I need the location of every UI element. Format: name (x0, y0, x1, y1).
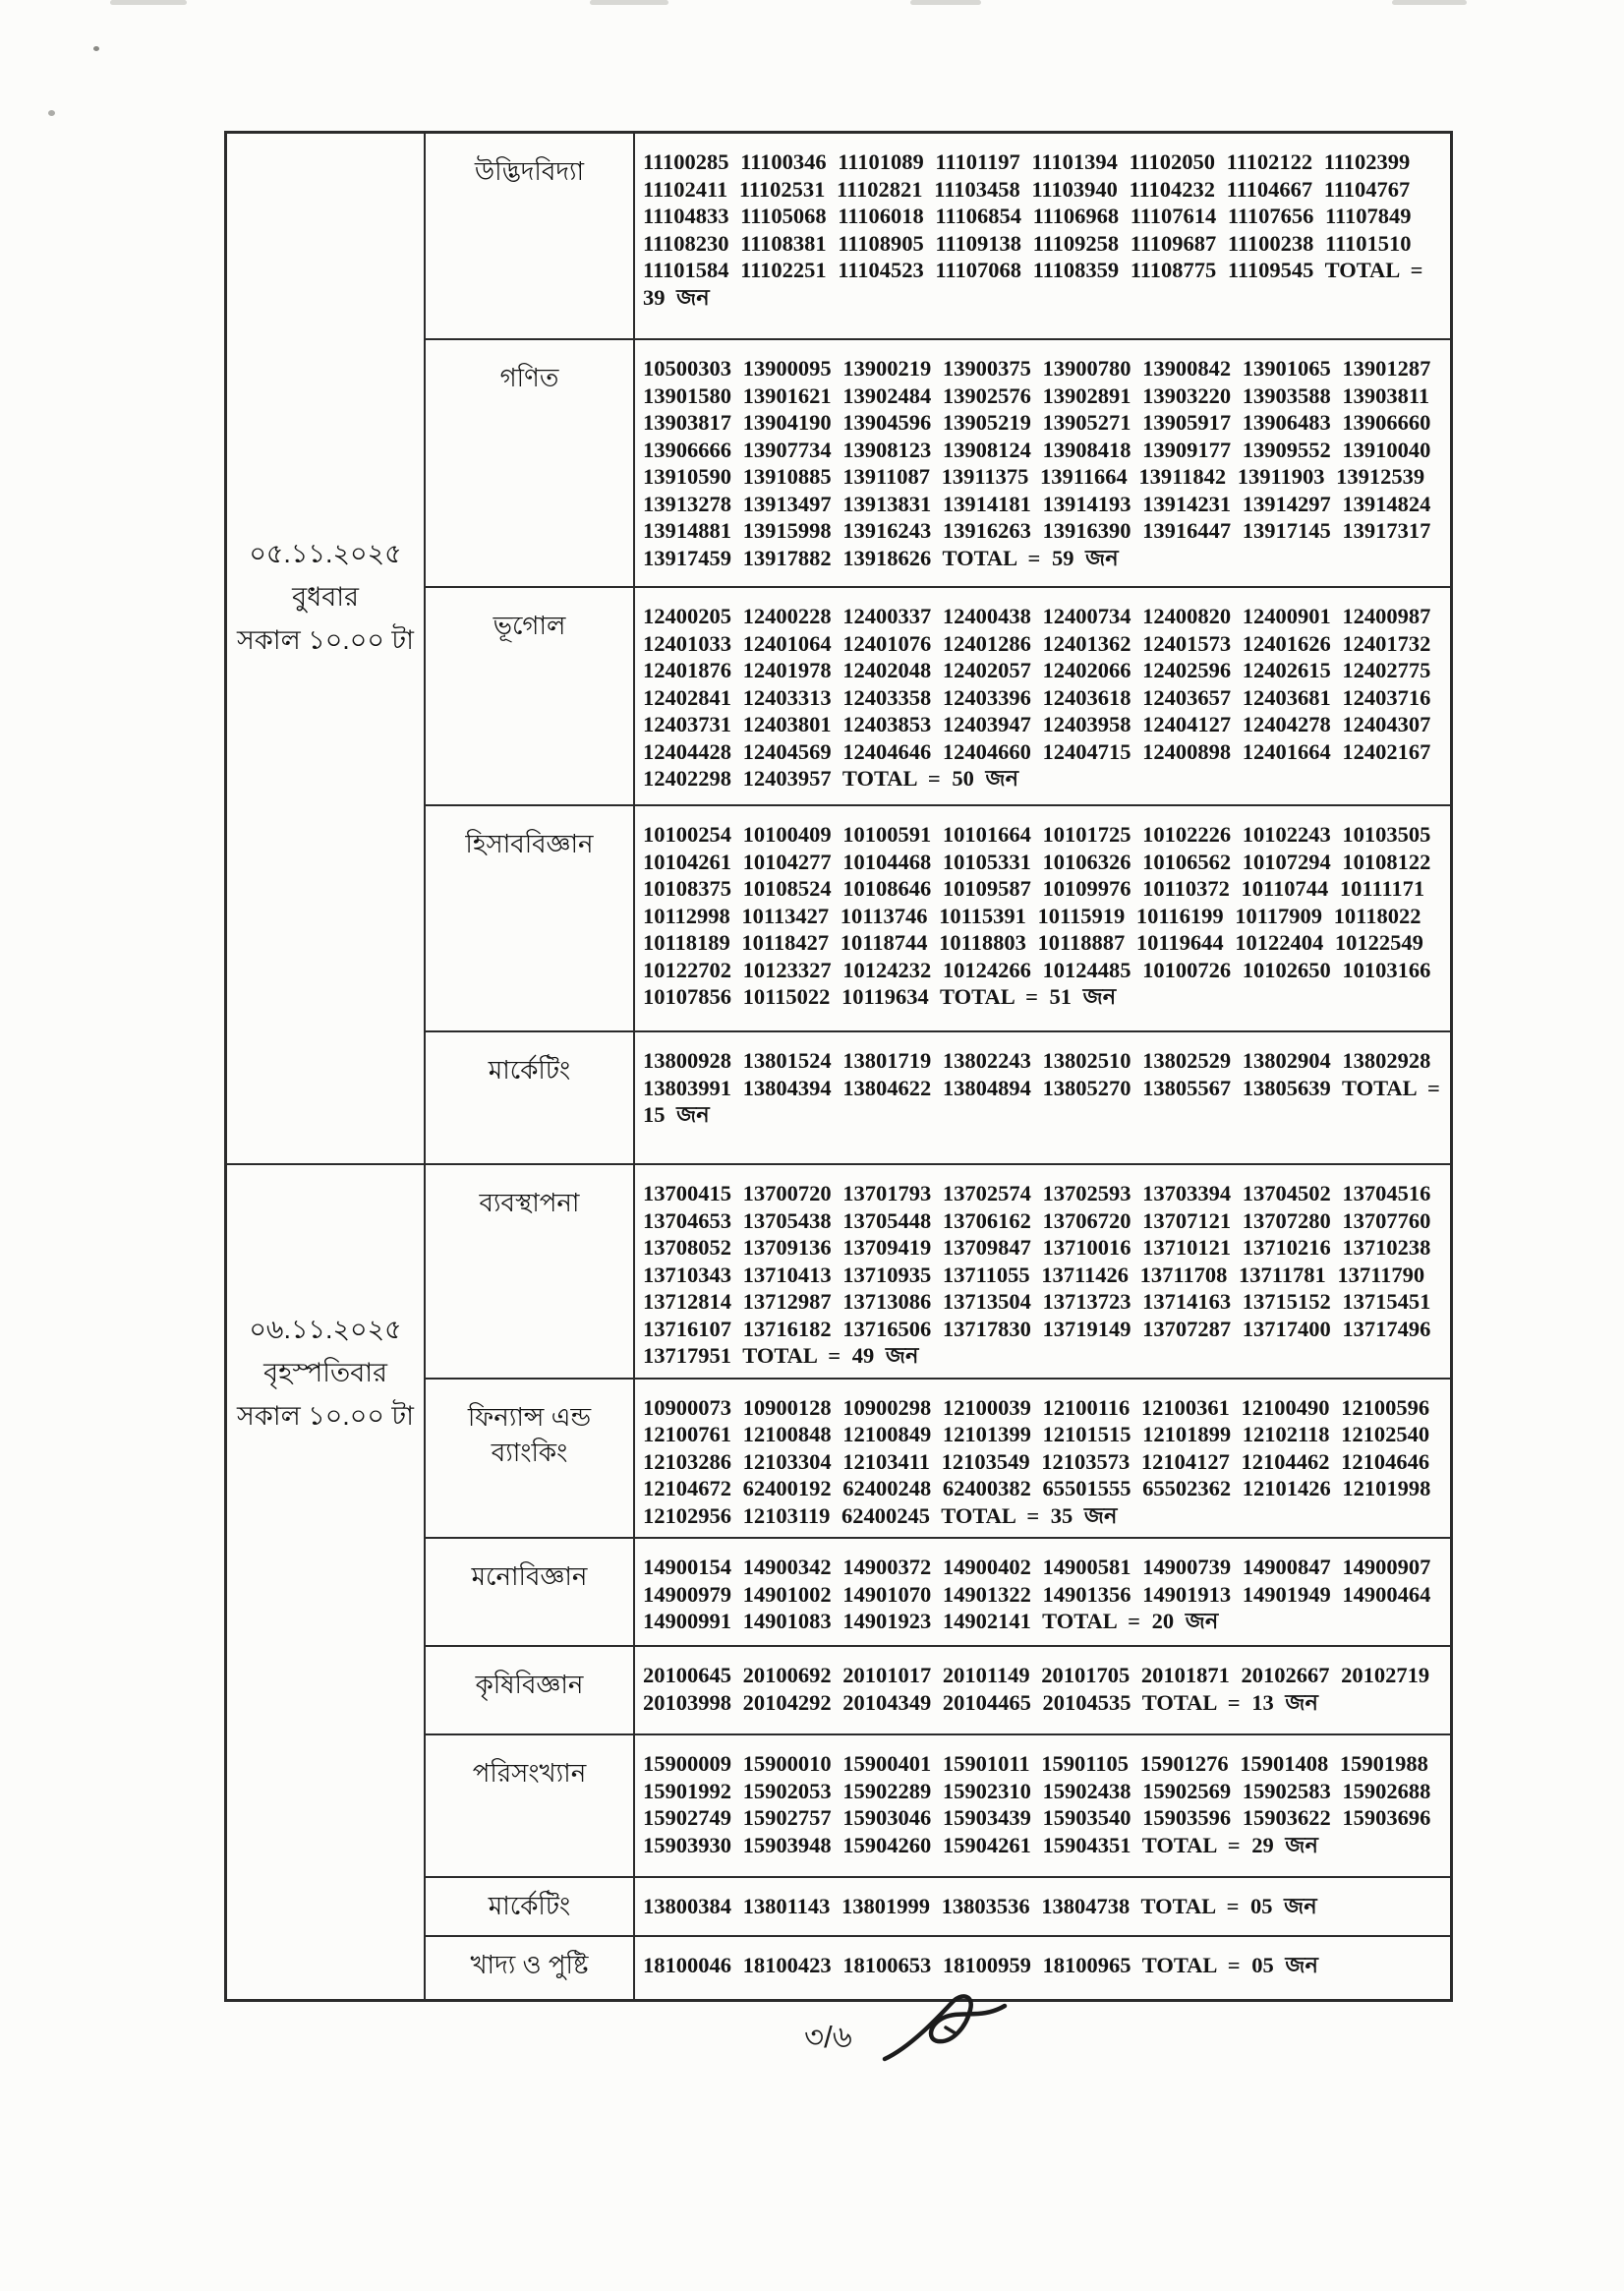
scan-artifact (48, 110, 55, 116)
total-value: 39 জন (643, 284, 710, 310)
table-row (426, 588, 1450, 806)
subject-label: মার্কেটিং (488, 1891, 571, 1920)
exam-date: ০৫.১১.২০২৫ (249, 539, 402, 568)
subject-label: গণিত (499, 363, 559, 392)
roll-numbers-cell (635, 1380, 1450, 1538)
exam-time: সকাল ১০.০০ টা (237, 625, 414, 655)
roll-numbers: 18100046 18100423 18100653 18100959 18100965 (643, 1953, 1131, 1977)
roll-numbers-cell (635, 1539, 1450, 1645)
table-row (426, 806, 1450, 1032)
subject-label: কৃষিবিজ্ঞান (475, 1670, 584, 1699)
signature (877, 1984, 1024, 2083)
exam-schedule-table (224, 131, 1453, 2002)
total-label: TOTAL = (940, 984, 1038, 1009)
table-row (426, 1878, 1450, 1937)
table-row (426, 1539, 1450, 1647)
subject-cell (426, 588, 635, 804)
scan-artifact (1392, 0, 1467, 5)
subject-label: ভূগোল (493, 611, 566, 640)
roll-numbers-cell (635, 1032, 1450, 1163)
subject-label: ব্যবস্থাপনা (479, 1188, 580, 1217)
total-value: 05 জন (1251, 1953, 1318, 1977)
roll-numbers: 15900009 15900010 15900401 15901011 15901105 15901276 15901408 15901988 15901992 15902053 15902289 15902310 15902438 15902569 15902583 15902688 15902749 15902757 15903046 15903439 15903540 15903596 15903622 15903696 15903930 15903948 15904260 15904261 15904351 (643, 1751, 1431, 1857)
roll-numbers-cell (635, 588, 1450, 804)
total-label: TOTAL = (1141, 1689, 1241, 1715)
total-label: TOTAL = (841, 766, 941, 791)
roll-numbers: 12400205 12400228 12400337 12400438 12400734 12400820 12400901 12400987 12401033 12401064 12401076 12401286 12401362 12401573 12401626 12401732 12401876 12401978 12402048 12402057 12402066 12402596 12402615 12402775 12402841 12403313 12403358 12403396 12403618 12403657 12403681 12403716 12403731 12403801 12403853 12403947 12403958 12404127 12404278 12404307 12404428 12404569 12404646 12404660 12404715 12400898 12401664 12402167 12402298 12403957 (643, 604, 1431, 791)
roll-numbers-cell (635, 1165, 1450, 1378)
date-cell (227, 134, 426, 1163)
schedule-section-2 (227, 1163, 1450, 1999)
table-row (426, 1735, 1450, 1878)
total-value: 15 জন (643, 1102, 710, 1127)
subject-cell (426, 1165, 635, 1378)
subject-cell (426, 1937, 635, 1999)
subject-label: উদ্ভিদবিদ্যা (474, 156, 585, 186)
total-label: TOTAL = (941, 1502, 1040, 1528)
roll-numbers: 10500303 13900095 13900219 13900375 13900780 13900842 13901065 13901287 13901580 13901621 13902484 13902576 13902891 13903220 13903588 13903811 13903817 13904190 13904596 13905219 13905271 13905917 13906483 13906660 13906666 13907734 13908123 13908124 13908418 13909177 13909552 13910040 13910590 13910885 13911087 13911375 13911664 13911842 13911903 13912539 13913278 13913497 13913831 13914181 13914193 13914231 13914297 13914824 13914881 13915998 13916243 13916263 13916390 13916447 13917145 13917317 13917459 13917882 13918626 (643, 356, 1431, 570)
schedule-section-1 (227, 134, 1450, 1163)
table-row (426, 1165, 1450, 1380)
exam-day: বৃহস্পতিবার (263, 1358, 387, 1387)
roll-numbers-cell (635, 806, 1450, 1030)
subject-label: পরিসংখ্যান (472, 1758, 587, 1788)
table-row (426, 1647, 1450, 1735)
subject-cell (426, 1380, 635, 1538)
roll-numbers: 10900073 10900128 10900298 12100039 12100116 12100361 12100490 12100596 12100761 12100848 12100849 12101399 12101515 12101899 12102118 12102540 12103286 12103304 12103411 12103549 12103573 12104127 12104462 12104646 12104672 62400192 62400248 62400382 65501555 65502362 12101426 12101998 12102956 12103119 62400245 (643, 1394, 1431, 1528)
total-label: TOTAL = (1141, 1953, 1241, 1977)
roll-numbers: 13700415 13700720 13701793 13702574 13702593 13703394 13704502 13704516 13704653 13705438 13705448 13706162 13706720 13707121 13707280 13707760 13708052 13709136 13709419 13709847 13710016 13710121 13710216 13710238 13710343 13710413 13710935 13711055 13711426 13711708 13711781 13711790 13712814 13712987 13713086 13713504 13713723 13714163 13715152 13715451 13716107 13716182 13716506 13717830 13719149 13707287 13717400 13717496 13717951 (643, 1181, 1431, 1368)
roll-numbers: 13800928 13801524 13801719 13802243 13802510 13802529 13802904 13802928 13803991 13804394 13804622 13804894 13805270 13805567 13805639 (643, 1048, 1431, 1100)
roll-numbers-cell (635, 1647, 1450, 1733)
subject-rows (426, 1165, 1450, 1999)
roll-numbers: 10100254 10100409 10100591 10101664 10101725 10102226 10102243 10103505 10104261 10104277 10104468 10105331 10106326 10106562 10107294 10108122 10108375 10108524 10108646 10109587 10109976 10110372 10110744 10111171 10112998 10113427 10113746 10115391 10115919 10116199 10117909 10118022 10118189 10118427 10118744 10118803 10118887 10119644 10122404 10122549 10122702 10123327 10124232 10124266 10124485 10100726 10102650 10103166 10107856 10115022 10119634 (643, 822, 1431, 1009)
total-label: TOTAL = (942, 545, 1041, 570)
exam-day: বুধবার (292, 582, 359, 612)
roll-numbers-cell (635, 1937, 1450, 1999)
total-value: 59 জন (1052, 545, 1119, 570)
subject-label: মনোবিজ্ঞান (471, 1561, 588, 1591)
subject-cell (426, 1878, 635, 1935)
total-label: TOTAL = (1324, 258, 1423, 282)
subject-cell (426, 1032, 635, 1163)
total-label: TOTAL = (1140, 1894, 1240, 1918)
table-row (426, 1380, 1450, 1540)
exam-time: সকাল ১০.০০ টা (237, 1401, 414, 1431)
total-value: 13 জন (1251, 1689, 1318, 1715)
total-label: TOTAL = (1141, 1832, 1241, 1857)
subject-label: হিসাববিজ্ঞান (465, 829, 594, 858)
total-value: 50 জন (952, 766, 1019, 791)
table-row (426, 340, 1450, 588)
roll-numbers: 11100285 11100346 11101089 11101197 11101394 11102050 11102122 11102399 11102411 11102531 11102821 11103458 11103940 11104232 11104667 11104767 11104833 11105068 11106018 11106854 11106968 11107614 11107656 11107849 11108230 11108381 11108905 11109138 11109258 11109687 11100238 11101510 11101584 11102251 11104523 11107068 11108359 11108775 11109545 (643, 149, 1412, 282)
exam-date: ০৬.১১.২০২৫ (249, 1315, 402, 1344)
scan-artifact (110, 0, 187, 5)
total-value: 49 জন (851, 1343, 919, 1368)
subject-cell (426, 806, 635, 1030)
subject-cell (426, 340, 635, 586)
scan-artifact (93, 46, 99, 51)
roll-numbers-cell (635, 1735, 1450, 1876)
total-value: 35 জন (1050, 1502, 1118, 1528)
subject-label: খাদ্য ও পুষ্টি (470, 1950, 589, 1979)
total-value: 29 জন (1251, 1832, 1318, 1857)
total-value: 51 জন (1049, 984, 1117, 1009)
subject-label: মার্কেটিং (488, 1055, 571, 1085)
subject-cell (426, 1735, 635, 1876)
total-value: 05 জন (1250, 1894, 1317, 1918)
page-number: ৩/৬ (804, 2020, 852, 2054)
table-row (426, 134, 1450, 340)
total-label: TOTAL = (1341, 1075, 1440, 1100)
roll-numbers-cell (635, 340, 1450, 586)
roll-numbers: 13800384 13801143 13801999 13803536 13804738 (643, 1894, 1131, 1918)
scan-artifact (910, 0, 981, 5)
roll-numbers-cell (635, 134, 1450, 338)
total-value: 20 জন (1151, 1609, 1219, 1633)
subject-cell (426, 1647, 635, 1733)
total-label: TOTAL = (742, 1343, 841, 1368)
table-row (426, 1032, 1450, 1163)
roll-numbers: 20100645 20100692 20101017 20101149 20101705 20101871 20102667 20102719 20103998 20104292 20104349 20104465 20104535 (643, 1663, 1430, 1715)
subject-label: ফিন্যান্স এন্ড ব্যাংকিং (467, 1401, 592, 1467)
roll-numbers: 14900154 14900342 14900372 14900402 14900581 14900739 14900847 14900907 14900979 14901002 14901070 14901322 14901356 14901913 14901949 14900464 14900991 14901083 14901923 14902141 (643, 1555, 1431, 1633)
subject-cell (426, 1539, 635, 1645)
total-label: TOTAL = (1042, 1609, 1140, 1633)
date-cell (227, 1165, 426, 1999)
subject-cell (426, 134, 635, 338)
roll-numbers-cell (635, 1878, 1450, 1935)
subject-rows (426, 134, 1450, 1163)
scan-artifact (590, 0, 668, 5)
